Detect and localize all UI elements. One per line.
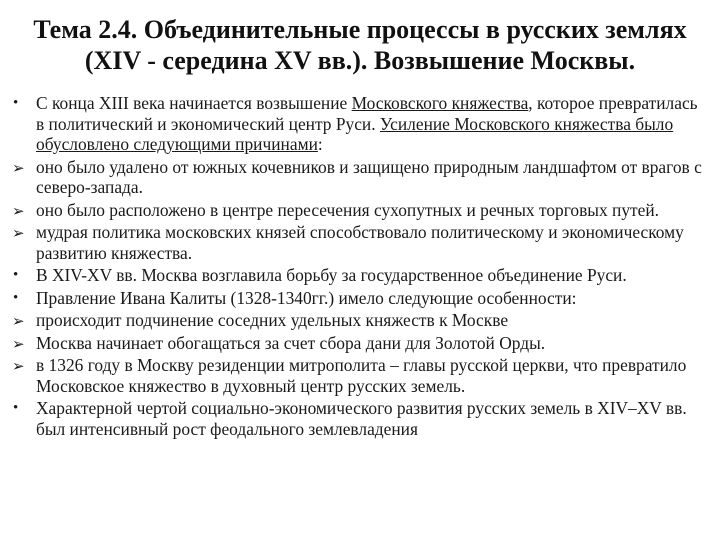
- item-text: происходит подчинение соседних удельных княжеств к Москве: [36, 310, 509, 330]
- arrow-bullet-icon: ➢: [12, 158, 25, 177]
- underlined-text: Усиление Московского княжества было обусловлено следующими причинами: [36, 113, 674, 154]
- arrow-bullet-icon: ➢: [12, 312, 25, 330]
- title-line-2: (XIV - середина XV вв.). Возвышение Москвы.: [84, 46, 636, 75]
- list-item: [10, 398, 710, 439]
- item-text: , которое превратилась в политический и экономический центр Руси.: [36, 93, 698, 134]
- arrow-bullet-icon: ➢: [12, 224, 25, 242]
- list-item: [10, 222, 710, 263]
- list-item: [10, 333, 710, 354]
- bullet-list: [10, 93, 710, 441]
- item-text: В XIV-XV вв. Москва возглавила борьбу за государственное объединение Руси.: [36, 265, 627, 285]
- underlined-text: Московского княжества: [351, 93, 529, 113]
- list-item: [10, 200, 710, 221]
- item-text: Москва начинает обогащаться за счет сбора дани для Золотой Орды.: [36, 332, 546, 353]
- arrow-bullet-icon: ➢: [12, 334, 25, 353]
- arrow-bullet-icon: ➢: [12, 357, 25, 375]
- list-item: [10, 310, 710, 331]
- item-text: С конца XIII века начинается возвышение: [36, 93, 352, 113]
- bullet-icon: •: [13, 400, 19, 416]
- list-item: [10, 157, 710, 198]
- slide-title: [4, 14, 716, 76]
- item-text: оно было удалено от южных кочевников и защищено природным ландшафтом от врагов с северо-запада.: [36, 156, 702, 197]
- list-item: [10, 93, 710, 155]
- list-item: [10, 288, 710, 309]
- item-text: мудрая политика московских князей способствовало политическому и экономическому развитию княжества.: [36, 222, 684, 263]
- item-text: в 1326 году в Москву резиденции митрополита – главы русской церкви, что превратило Московское княжество в духовный центр русских земель.: [36, 355, 687, 396]
- bullet-icon: •: [13, 95, 19, 111]
- item-text: Характерной чертой социально-экономического развития русских земель в XIV–XV вв. был интенсивный рост феодального землевладения: [36, 398, 687, 439]
- item-text: оно было расположено в центре пересечения сухопутных и речных торговых путей.: [36, 199, 660, 220]
- list-item: [10, 265, 710, 286]
- list-item: [10, 355, 710, 396]
- arrow-bullet-icon: ➢: [12, 201, 25, 220]
- title-line-1: Тема 2.4. Объединительные процессы в русских землях: [33, 15, 687, 44]
- item-text: :: [317, 134, 323, 154]
- bullet-icon: •: [13, 289, 19, 306]
- bullet-icon: •: [13, 267, 19, 283]
- item-text: Правление Ивана Калиты (1328-1340гг.) имело следующие особенности:: [36, 287, 577, 308]
